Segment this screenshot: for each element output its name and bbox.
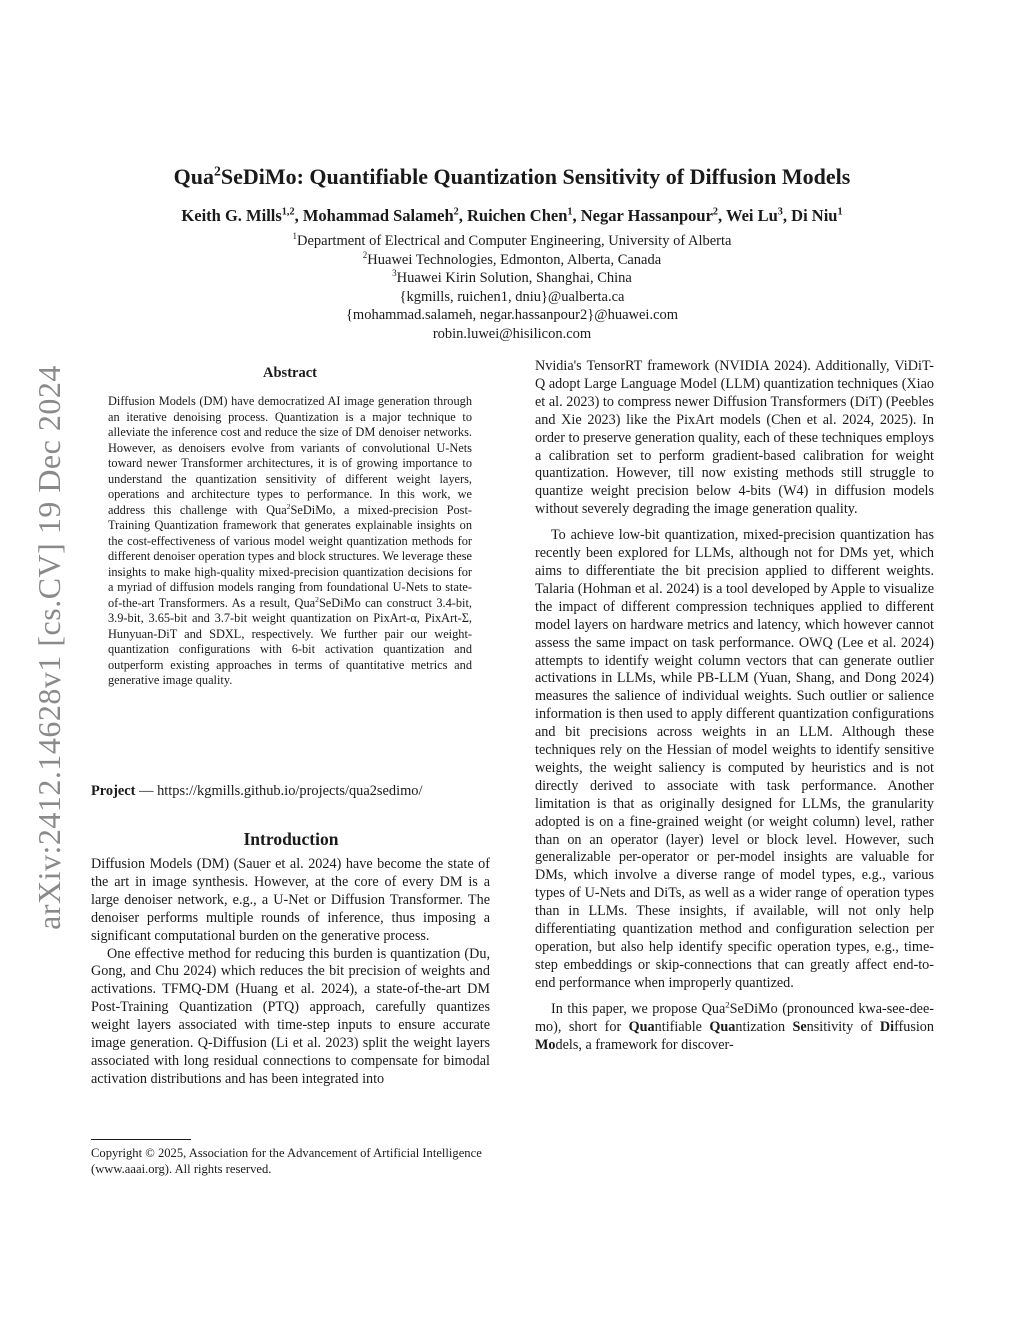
email: {kgmills, ruichen1, dniu}@ualberta.ca [399,288,625,305]
author: Di Niu$^1$ [791,206,843,225]
introduction-body [91,856,490,1089]
paper-title: Qua$^2$SeDiMo: Quantifiable Quantization Sensitivity of Diffusion Models [173,163,851,189]
right-column-body [535,358,934,1054]
introduction-heading: Introduction [243,829,339,849]
paragraph: In this paper, we propose Qua$^2$SeDiMo (pronounced kwa-see-dee-mo), short for Quantifiable Quantization Sensitivity of Diffusion Models, a framework for discover- [535,998,934,1053]
email: {mohammad.salameh, negar.hassanpour2}@huawei.com [345,307,679,324]
author-list [90,204,934,228]
affiliation: $^1$Department of Electrical and Computer Engineering, University of Alberta [292,231,732,249]
author: Mohammad Salameh$^2$, [302,206,467,225]
abstract-heading: Abstract [263,365,317,381]
paragraph: One effective method for reducing this burden is quantization (Du, Gong, and Chu 2024) which reduces the bit precision of weights and activations. TFMQ-DM (Huang et al. 2024), a state-of-the-art DM Post-Training Quantization (PTQ) approach, carefully quantizes weight layers associated with time-step inputs to ensure accurate image generation. Q-Diffusion (Li et al. 2023) split the weight layers associated with long residual connections to compensate for bimodal activation distributions and has been integrated into [91,945,490,1087]
project-label: Project [91,783,136,799]
affiliation: $^2$Huawei Technologies, Edmonton, Alberta, Canada [362,249,662,268]
project-line: Project — https://kgmills.github.io/projects/qua2sedimo/ [91,783,423,799]
paragraph: To achieve low-bit quantization, mixed-precision quantization has recently been explored for LLMs, although not for DMs yet, which aims to differentiate the bit precision applied to different weights. Talaria (Hohman et al. 2024) is a tool developed by Apple to visualize the impact of different compression techniques applied to different model layers on hardware metrics and latency, which however cannot assess the same impact on task performance. OWQ (Lee et al. 2024) attempts to identify weight column vectors that can generate outlier activations in LLMs, while PB-LLM (Yuan, Shang, and Dong 2024) measures the salience of individual weights. Such outlier or salience information is then used to apply different quantization configurations and bit precisions across weights in an LLM. Although these techniques rely on the Hessian of model weights to identify sensitive weights, the weight saliency is computed by heuristics and is not directly derived to associate with task performance. Another limitation is that as originally designed for LLMs, the granularity adopted is on a fine-grained weight (or weight column) level, rather than on an operator (layer) level or block level. However, such generalizable per-operator or per-model insights are valuable for DMs, which involve a diverse range of model types, e.g., various types of U-Nets and DiTs, as well as a wider range of operation types than in LLMs. These insights, if available, will not only help differentiating quantization method and configuration selection per operation, but also help identify specific operation types, e.g., time-step embeddings or skip-connections that can greatly affect end-to-end performance when improperly quantized. [535,527,934,991]
paragraph: Nvidia's TensorRT framework (NVIDIA 2024). Additionally, ViDiT-Q adopt Large Language Model (LLM) quantization techniques (Xiao et al. 2023) to compress newer Diffusion Transformers (DiT) (Peebles and Xie 2023) like the PixArt models (Chen et al. 2024, 2025). In order to preserve generation quality, each of these techniques employs a calibration set to perform gradient-based calibration for weight quantization. However, till now existing methods still struggle to quantize weight precision below 4-bits (W4) in diffusion models without severely degrading the image generation quality. [535,358,934,518]
email: robin.luwei@hisilicon.com [432,325,592,342]
affiliation: $^3$Huawei Kirin Solution, Shanghai, China [392,268,632,287]
arxiv-identifier [22,350,76,945]
affiliations [90,232,934,344]
copyright-footnote: Copyright © 2025, Association for the Advancement of Artificial Intelligence (www.aaai.org). All rights reserved. [91,1146,482,1176]
arxiv-text: arXiv:2412.14628v1 [cs.CV] 19 Dec 2024 [30,365,67,930]
footnote-rule [91,1139,191,1140]
abstract-text: Diffusion Models (DM) have democratized AI image generation through an iterative denoising process. Quantization is a major technique to alleviate the inference cost and reduce the size of DM denoiser networks. However, as denoisers evolve from variants of convolutional U-Nets toward newer Transformer architectures, it is of growing importance to understand the quantization sensitivity of different weight layers, operations and architecture types to performance. In this work, we address this challenge with Qua$^2$SeDiMo, a mixed-precision Post-Training Quantization framework that generates explainable insights on the cost-effectiveness of various model weight quantization methods for different denoiser operation types and block structures. We leverage these insights to make high-quality mixed-precision quantization decisions for a myriad of diffusion models ranging from foundational U-Nets to state-of-the-art Transformers. As a result, Qua$^2$SeDiMo can construct 3.4-bit, 3.9-bit, 3.65-bit and 3.7-bit weight quantization on PixArt-α, PixArt-Σ, Hunyuan-DiT and SDXL, respectively. We further pair our weight-quantization configurations with 6-bit activation quantization and outperform existing approaches in terms of quantitative metrics and generative image quality. [108,394,473,687]
author: Ruichen Chen$^1$, [466,206,581,225]
project-link[interactable]: https://kgmills.github.io/projects/qua2sedimo/ [157,783,423,799]
author: Keith G. Mills$^{1,2}$, [181,206,303,225]
paragraph: Diffusion Models (DM) (Sauer et al. 2024) have become the state of the art in image synthesis. However, at the core of every DM is a large denoiser network, e.g., a U-Net or Diffusion Transformer. The denoiser performs multiple rounds of inference, thus imposing a significant computational burden on the generative process. [91,856,490,944]
author: Negar Hassanpour$^2$, [580,206,726,225]
author: Wei Lu$^3$, [725,206,792,225]
